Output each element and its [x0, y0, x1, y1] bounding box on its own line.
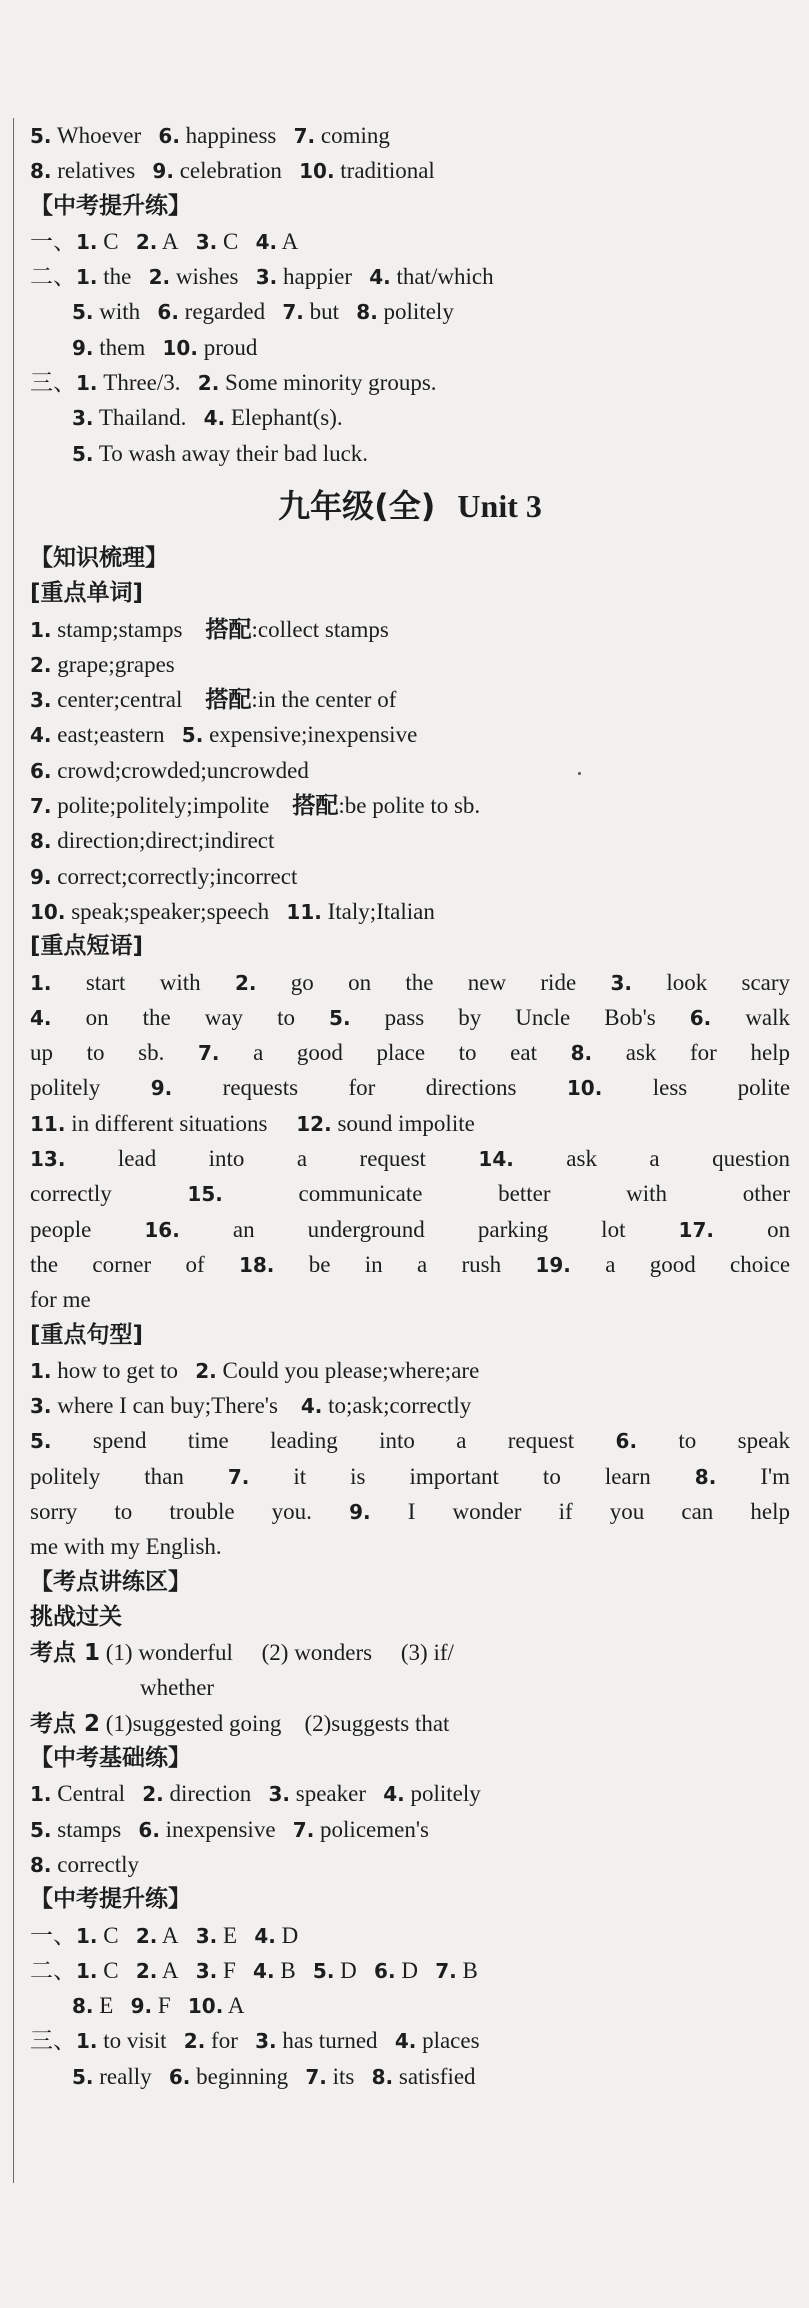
section-heading: 【中考提升练】 — [30, 192, 191, 219]
answer-line: me with my English. — [30, 1534, 222, 1560]
subsection-heading: [重点单词] — [30, 580, 144, 607]
answer-line: sorry to trouble you. 9. I wonder if you can help — [30, 1498, 791, 1524]
answer-line: 10. speak;speaker;speech 11. Italy;Italian — [30, 898, 435, 924]
answer-content — [30, 118, 790, 2094]
answer-line: 1. stamp;stamps 搭配:collect stamps — [30, 616, 389, 643]
left-margin-rule — [13, 118, 14, 2183]
answer-line: up to sb. 7. a good place to eat 8. ask for help — [30, 1040, 791, 1066]
answer-line: politely 9. requests for directions 10. less polite — [30, 1075, 791, 1101]
section-heading: 【考点讲练区】 — [30, 1568, 191, 1595]
answer-line: 一、1. C 2. A 3. E 4. D — [30, 1922, 299, 1948]
answer-line: the corner of 18. be in a rush 19. a good choice — [30, 1251, 791, 1277]
answer-line: correctly 15. communicate better with other — [30, 1181, 790, 1207]
answer-line: 考点 1 (1) wonderful (2) wonders (3) if/ — [30, 1640, 454, 1667]
section-heading: 【中考基础练】 — [30, 1745, 191, 1772]
subsection-heading: [重点短语] — [30, 933, 144, 960]
unit-title: 九年级(全) Unit 3 — [278, 486, 542, 525]
answer-line: 5. with 6. regarded 7. but 8. politely — [72, 299, 454, 325]
answer-line: 11. in different situations 12. sound impolite — [30, 1110, 475, 1136]
answer-line: 1. start with 2. go on the new ride 3. look scary — [30, 969, 791, 995]
answer-line: 5. really 6. beginning 7. its 8. satisfied — [72, 2063, 476, 2089]
answer-line: 9. them 10. proud — [72, 334, 258, 360]
answer-line: 7. polite;politely;impolite 搭配:be polite to sb. — [30, 793, 481, 820]
answer-line: 考点 2 (1)suggested going (2)suggests that — [30, 1710, 450, 1737]
answer-line: 三、1. to visit 2. for 3. has turned 4. places — [30, 2028, 480, 2054]
answer-line: 8. direction;direct;indirect — [30, 828, 275, 854]
answer-line: 8. correctly — [30, 1851, 139, 1877]
answer-line: 6. crowd;crowded;uncrowded — [30, 757, 309, 783]
answer-line: 4. east;eastern 5. expensive;inexpensive — [30, 722, 418, 748]
answer-line: 一、1. C 2. A 3. C 4. A — [30, 228, 299, 254]
answer-line: 5. To wash away their bad luck. — [72, 440, 369, 466]
answer-line: 5. Whoever 6. happiness 7. coming — [30, 123, 390, 148]
answer-line: 二、1. the 2. wishes 3. happier 4. that/which — [30, 264, 494, 290]
answer-line: 2. grape;grapes — [30, 651, 175, 677]
answer-line: 三、1. Three/3. 2. Some minority groups. — [30, 370, 437, 396]
subsection-heading: [重点句型] — [30, 1321, 144, 1348]
section-heading: 【知识梳理】 — [30, 544, 168, 571]
answer-line: people 16. an underground parking lot 17. on — [30, 1216, 791, 1242]
section-heading: 【中考提升练】 — [30, 1886, 191, 1913]
answer-line: whether — [140, 1675, 215, 1701]
answer-line: 5. spend time leading into a request 6. to speak — [30, 1428, 791, 1454]
answer-line: 1. Central 2. direction 3. speaker 4. politely — [30, 1781, 481, 1807]
answer-line: 4. on the way to 5. pass by Uncle Bob's 6. walk — [30, 1004, 791, 1030]
answer-line: 5. stamps 6. inexpensive 7. policemen's — [30, 1816, 429, 1842]
answer-line: 1. how to get to 2. Could you please;where;are — [30, 1357, 480, 1383]
answer-line: 13. lead into a request 14. ask a question — [30, 1146, 791, 1172]
answer-line: 8. relatives 9. celebration 10. traditional — [30, 158, 435, 184]
answer-line: 3. Thailand. 4. Elephant(s). — [72, 405, 343, 431]
answer-line: politely than 7. it is important to learn 8. I'm — [30, 1463, 791, 1489]
answer-line: 二、1. C 2. A 3. F 4. B 5. D 6. D 7. B — [30, 1957, 478, 1983]
answer-line: 3. center;central 搭配:in the center of — [30, 687, 397, 714]
answer-line: 9. correct;correctly;incorrect — [30, 863, 298, 889]
answer-line: 3. where I can buy;There's 4. to;ask;correctly — [30, 1393, 472, 1419]
subsection-heading: 挑战过关 — [30, 1603, 122, 1630]
answer-line: 8. E 9. F 10. A — [72, 1993, 245, 2019]
answer-line: for me — [30, 1287, 91, 1313]
